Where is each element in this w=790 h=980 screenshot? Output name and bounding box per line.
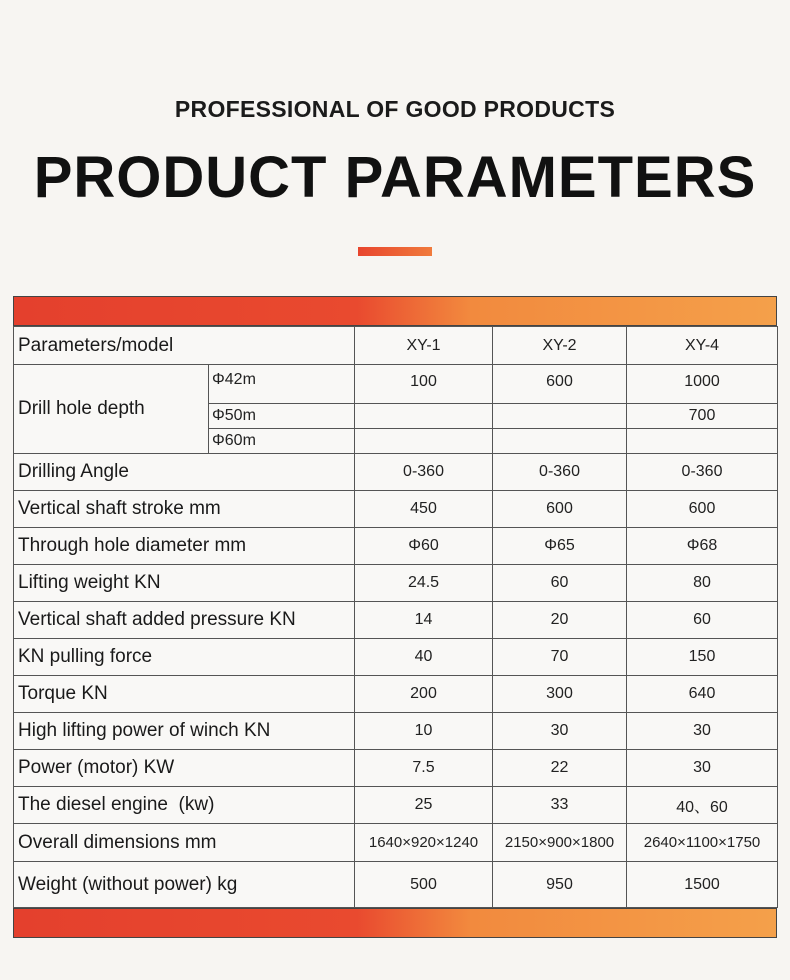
table-top-band xyxy=(13,296,777,326)
table-cell xyxy=(355,429,493,454)
table-cell: 40、60 xyxy=(627,787,778,824)
table-row xyxy=(14,491,778,528)
table-cell: 700 xyxy=(627,404,778,429)
row-label: Weight (without power) kg xyxy=(14,862,355,908)
row-label: Through hole diameter mm xyxy=(14,528,355,565)
table-bottom-band xyxy=(13,908,777,938)
accent-bar xyxy=(358,247,432,256)
table-cell: 100 xyxy=(355,365,493,404)
parameter-rows xyxy=(14,454,778,908)
table-cell: 600 xyxy=(627,491,778,528)
table-cell: 1000 xyxy=(627,365,778,404)
table-cell: 60 xyxy=(627,602,778,639)
table-row xyxy=(14,787,778,824)
row-label: Lifting weight KN xyxy=(14,565,355,602)
row-label: Drilling Angle xyxy=(14,454,355,491)
table-cell: 0-360 xyxy=(493,454,627,491)
table-cell: 600 xyxy=(493,365,627,404)
table-row xyxy=(14,565,778,602)
table-cell: 60 xyxy=(493,565,627,602)
table-cell: 950 xyxy=(493,862,627,908)
table-cell: 0-360 xyxy=(627,454,778,491)
table-cell xyxy=(493,404,627,429)
table-cell: 640 xyxy=(627,676,778,713)
table-cell: 24.5 xyxy=(355,565,493,602)
row-label: High lifting power of winch KN xyxy=(14,713,355,750)
table-cell: 80 xyxy=(627,565,778,602)
drill-depth-sub-label: Φ60m xyxy=(209,429,355,454)
parameters-table xyxy=(13,326,778,908)
drill-hole-depth-label: Drill hole depth xyxy=(14,365,209,454)
table-row xyxy=(14,528,778,565)
table-cell xyxy=(627,429,778,454)
table-cell: Φ60 xyxy=(355,528,493,565)
table-cell: 600 xyxy=(493,491,627,528)
row-label: KN pulling force xyxy=(14,639,355,676)
table-cell: 22 xyxy=(493,750,627,787)
table-row xyxy=(14,750,778,787)
table-cell: 25 xyxy=(355,787,493,824)
row-label: Vertical shaft added pressure KN xyxy=(14,602,355,639)
table-cell: 200 xyxy=(355,676,493,713)
table-cell xyxy=(355,404,493,429)
table-cell: 1640×920×1240 xyxy=(355,824,493,862)
table-row xyxy=(14,824,778,862)
page-subtitle: PROFESSIONAL OF GOOD PRODUCTS xyxy=(174,96,616,122)
table-cell: 30 xyxy=(627,750,778,787)
table-cell: 300 xyxy=(493,676,627,713)
drill-depth-sub-label: Φ50m xyxy=(209,404,355,429)
table-cell: 20 xyxy=(493,602,627,639)
model-xy-2: XY-2 xyxy=(493,327,627,365)
page-title: PRODUCT PARAMETERS xyxy=(33,145,757,210)
row-label: The diesel engine (kw) xyxy=(14,787,355,824)
table-cell: 500 xyxy=(355,862,493,908)
row-label: Torque KN xyxy=(14,676,355,713)
table-cell: 0-360 xyxy=(355,454,493,491)
table-row xyxy=(14,862,778,908)
table-row xyxy=(14,602,778,639)
row-label: Overall dimensions mm xyxy=(14,824,355,862)
table-cell: 70 xyxy=(493,639,627,676)
table-cell: 150 xyxy=(627,639,778,676)
drill-depth-row-1 xyxy=(14,365,778,404)
table-cell: 33 xyxy=(493,787,627,824)
table-cell: 1500 xyxy=(627,862,778,908)
table-cell: 14 xyxy=(355,602,493,639)
table-cell: 40 xyxy=(355,639,493,676)
drill-depth-sub-label: Φ42m xyxy=(209,365,355,404)
table-row xyxy=(14,454,778,491)
model-xy-1: XY-1 xyxy=(355,327,493,365)
model-xy-4: XY-4 xyxy=(627,327,778,365)
table-cell: 10 xyxy=(355,713,493,750)
header-label-cell: Parameters/model xyxy=(14,327,355,365)
table-cell: 2150×900×1800 xyxy=(493,824,627,862)
table-row xyxy=(14,639,778,676)
table-row xyxy=(14,676,778,713)
table-header-row xyxy=(14,327,778,365)
table-row xyxy=(14,713,778,750)
table-cell: 30 xyxy=(627,713,778,750)
table-cell: 450 xyxy=(355,491,493,528)
row-label: Power (motor) KW xyxy=(14,750,355,787)
table-cell: Φ65 xyxy=(493,528,627,565)
table-cell: Φ68 xyxy=(627,528,778,565)
table-cell: 2640×1100×1750 xyxy=(627,824,778,862)
row-label: Vertical shaft stroke mm xyxy=(14,491,355,528)
table-cell: 7.5 xyxy=(355,750,493,787)
table-cell xyxy=(493,429,627,454)
table-cell: 30 xyxy=(493,713,627,750)
